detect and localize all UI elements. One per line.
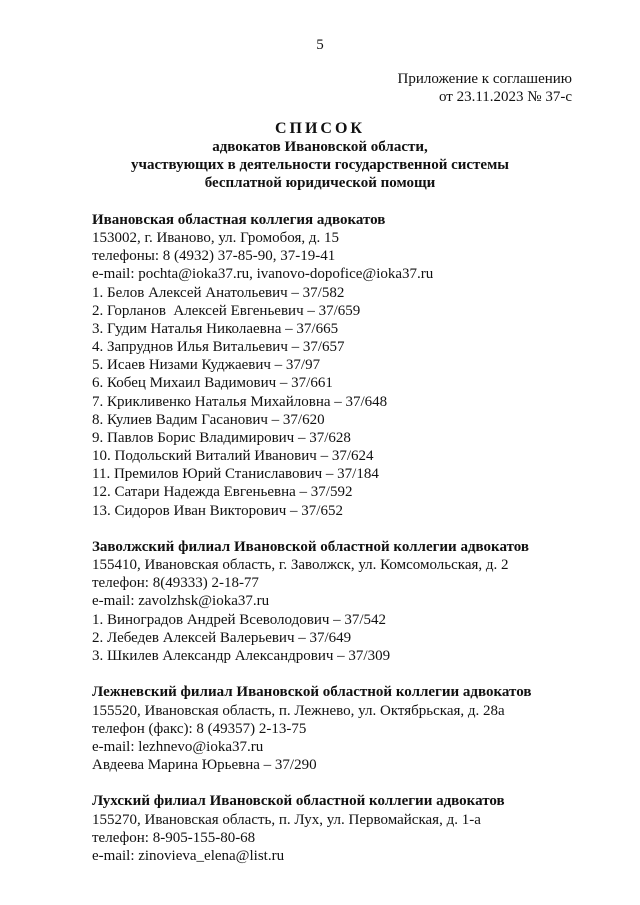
lawyer-entry: 5. Исаев Низами Куджаевич – 37/97 (92, 357, 321, 374)
lawyer-entry: 12. Сатари Надежда Евгеньевна – 37/592 (92, 484, 353, 501)
section-phone: телефоны: 8 (4932) 37-85-90, 37-19-41 (92, 248, 336, 265)
lawyer-entry: 7. Крикливенко Наталья Михайловна – 37/648 (92, 393, 388, 410)
section-title: Ивановская областная коллегия адвокатов (92, 212, 386, 228)
section-address: 155270, Ивановская область, п. Лух, ул. Первомайская, д. 1-а (92, 811, 481, 828)
section-email: e-mail: lezhnevo@ioka37.ru (92, 738, 264, 755)
title-line: участвующих в деятельности государственной системы (131, 157, 509, 173)
section-phone: телефон: 8-905-155-80-68 (92, 829, 256, 846)
lawyer-entry: 11. Премилов Юрий Станиславович – 37/184 (92, 466, 379, 483)
lawyer-entry: 9. Павлов Борис Владимирович – 37/628 (92, 429, 351, 446)
section-email: e-mail: zinovieva_elena@list.ru (92, 847, 285, 864)
annex-reference (398, 70, 572, 106)
page-number: 5 (316, 37, 324, 53)
bar-association-section (92, 211, 592, 520)
bar-association-section (92, 683, 592, 774)
title-line: бесплатной юридической помощи (204, 175, 436, 191)
bar-association-section (92, 538, 592, 665)
section-address: 153002, г. Иваново, ул. Громобоя, д. 15 (92, 230, 339, 247)
document-title (0, 120, 640, 192)
lawyer-entry: 8. Кулиев Вадим Гасанович – 37/620 (92, 411, 325, 428)
lawyer-entry: 6. Кобец Михаил Вадимович – 37/661 (92, 375, 333, 392)
lawyer-entry: 2. Лебедев Алексей Валерьевич – 37/649 (92, 629, 352, 646)
lawyer-entry: 2. Горланов Алексей Евгеньевич – 37/659 (92, 302, 361, 319)
section-title: Лежневский филиал Ивановской областной коллегии адвокатов (92, 684, 532, 701)
section-email: e-mail: zavolzhsk@ioka37.ru (92, 593, 270, 610)
section-address: 155520, Ивановская область, п. Лежнево, ул. Октябрьская, д. 28а (92, 702, 505, 719)
bar-association-section (92, 792, 592, 865)
lawyer-entry: 13. Сидоров Иван Викторович – 37/652 (92, 502, 343, 519)
lawyer-entry: 3. Гудим Наталья Николаевна – 37/665 (92, 320, 339, 337)
section-phone: телефон (факс): 8 (49357) 2-13-75 (92, 720, 307, 737)
title-main: СПИСОК (274, 120, 366, 137)
sections-list (92, 211, 592, 883)
lawyer-entry: 1. Виноградов Андрей Всеволодович – 37/542 (92, 611, 387, 628)
lawyer-entry: 3. Шкилев Александр Александрович – 37/309 (92, 647, 391, 664)
lawyer-entry: 4. Запруднов Илья Витальевич – 37/657 (92, 339, 345, 356)
lawyer-entry: Авдеева Марина Юрьевна – 37/290 (92, 756, 317, 773)
section-email: e-mail: pochta@ioka37.ru, ivanovo-dopofice@ioka37.ru (92, 266, 434, 283)
annex-line: от 23.11.2023 № 37-с (438, 89, 572, 105)
annex-line: Приложение к соглашению (397, 71, 572, 87)
lawyer-entry: 1. Белов Алексей Анатольевич – 37/582 (92, 284, 345, 301)
section-title: Лухский филиал Ивановской областной коллегии адвокатов (92, 793, 505, 810)
section-phone: телефон: 8(49333) 2-18-77 (92, 575, 259, 592)
section-title: Заволжский филиал Ивановской областной коллегии адвокатов (92, 538, 529, 555)
section-address: 155410, Ивановская область, г. Заволжск, ул. Комсомольская, д. 2 (92, 557, 509, 574)
lawyer-entry: 10. Подольский Виталий Иванович – 37/624 (92, 448, 374, 465)
title-line: адвокатов Ивановской области, (212, 139, 428, 155)
